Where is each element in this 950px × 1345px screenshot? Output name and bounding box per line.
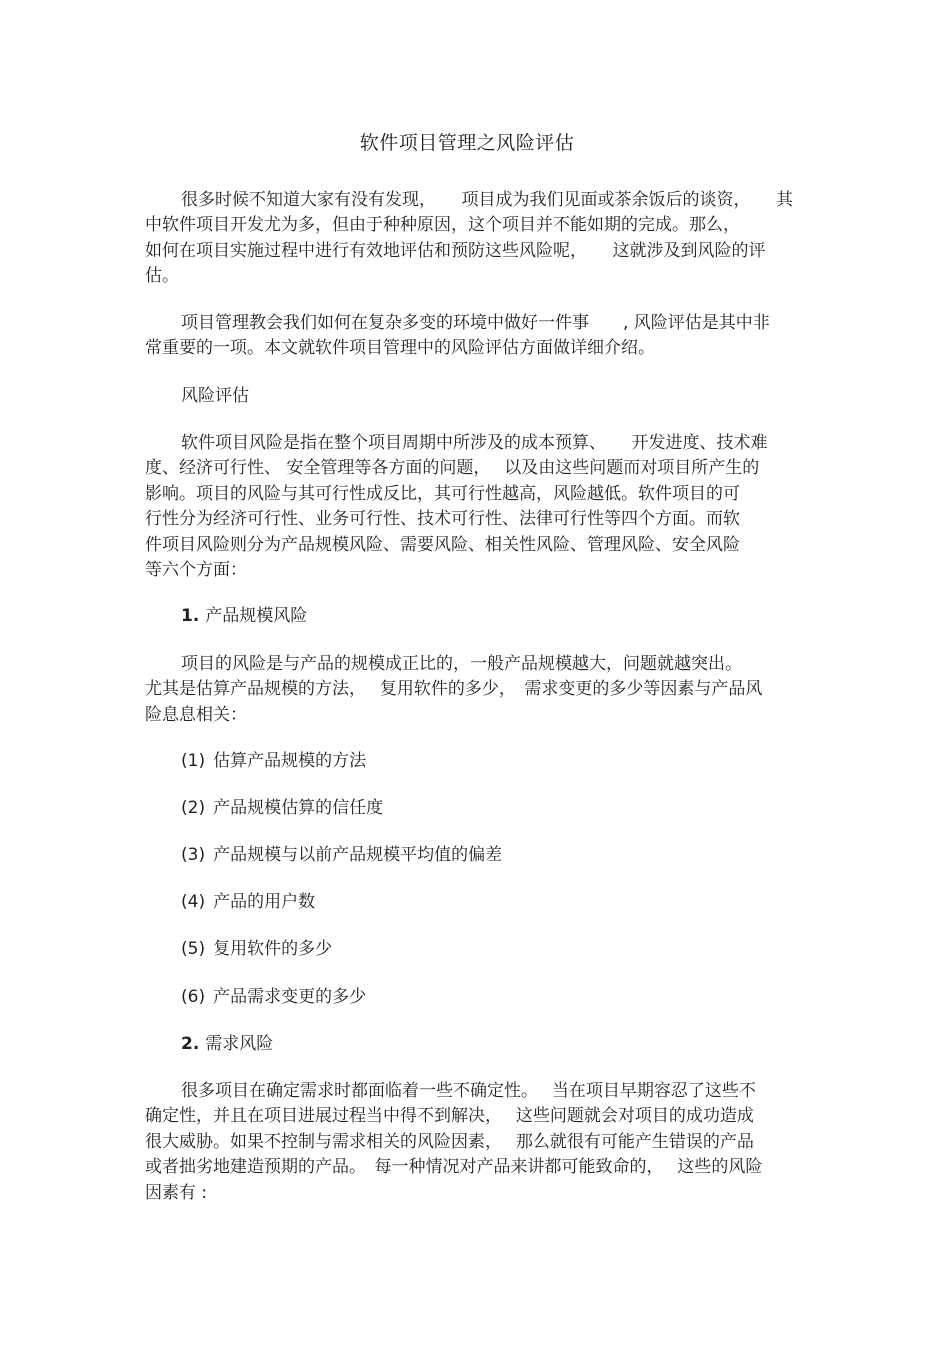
list-item <box>181 890 315 915</box>
text-line: 如何在项目实施过程中进行有效地评估和预防这些风险呢， 这就涉及到风险的评 <box>145 240 766 261</box>
heading-product-scale-risk <box>181 604 307 629</box>
text-line: 险息息相关： <box>145 704 247 725</box>
paragraph-requirement <box>145 1079 805 1206</box>
list-item-text: 复用软件的多少 <box>213 939 333 959</box>
text-line: 很大威胁。如果不控制与需求相关的风险因素， 那么就很有可能产生错误的产品 <box>145 1131 754 1152</box>
section-label-risk-assessment: 风险评估 <box>181 386 249 406</box>
list-item-index: (3) <box>181 845 206 865</box>
list-item <box>181 985 366 1010</box>
heading-requirement-risk <box>181 1032 273 1057</box>
text-line: 项目的风险是与产品的规模成正比的，一般产品规模越大，问题就越突出。 <box>181 654 742 674</box>
list-item-text: 产品规模估算的信任度 <box>213 798 384 818</box>
heading-number: 1. <box>181 606 200 626</box>
list-item-text: 估算产品规模的方法 <box>213 751 367 771</box>
text-line: 影响。项目的风险与其可行性成反比，其可行性越高，风险越低。软件项目的可 <box>145 483 740 504</box>
text-line: 行性分为经济可行性、业务可行性、技术可行性、法律可行性等四个方面。而软 <box>145 509 740 530</box>
document-title: 软件项目管理之风险评估 <box>359 132 575 154</box>
text-line: 等六个方面： <box>145 560 247 581</box>
heading-text: 产品规模风险 <box>205 606 308 626</box>
list-item-text: 产品的用户数 <box>213 892 316 912</box>
list-item <box>181 749 366 774</box>
text-line: 中软件项目开发尤为多，但由于种种原因，这个项目并不能如期的完成。那么， <box>145 215 740 236</box>
text-line: 件项目风险则分为产品规模风险、需要风险、相关性风险、管理风险、安全风险 <box>145 534 740 555</box>
text-line: 度、经济可行性、 安全管理等各方面的问题， 以及由这些问题而对项目所产生的 <box>145 458 760 479</box>
text-line: 因素有 : <box>145 1182 208 1203</box>
text-line: 尤其是估算产品规模的方法， 复用软件的多少， 需求变更的多少等因素与产品风 <box>145 679 763 700</box>
list-item-text: 产品需求变更的多少 <box>213 987 367 1007</box>
paragraph-risk-definition <box>145 431 805 583</box>
paragraph-intro <box>145 188 805 290</box>
text-line: 或者拙劣地建造预期的产品。 每一种情况对产品来讲都可能致命的， 这些的风险 <box>145 1157 763 1178</box>
paragraph-product-scale <box>145 652 805 728</box>
text-line: 软件项目风险是指在整个项目周期中所涉及的成本预算、 开发进度、技术难 <box>181 433 768 453</box>
heading-text: 需求风险 <box>205 1034 274 1054</box>
list-item-index: (6) <box>181 987 206 1007</box>
list-item <box>181 796 383 821</box>
text-line: 很多时候不知道大家有没有发现， 项目成为我们见面或茶余饭后的谈资， 其 <box>181 190 793 210</box>
paragraph-project-management <box>145 311 805 362</box>
text-line: 常重要的一项。本文就软件项目管理中的风险评估方面做详细介绍。 <box>145 338 655 359</box>
heading-number: 2. <box>181 1034 200 1054</box>
list-item-index: (2) <box>181 798 206 818</box>
text-line: 估。 <box>145 266 179 287</box>
list-item-text: 产品规模与以前产品规模平均值的偏差 <box>213 845 503 865</box>
list-item-index: (5) <box>181 939 206 959</box>
list-item <box>181 843 502 868</box>
list-item-index: (1) <box>181 751 206 771</box>
text-line: 确定性，并且在项目进展过程当中得不到解决， 这些问题就会对项目的成功造成 <box>145 1106 754 1127</box>
text-line: 很多项目在确定需求时都面临着一些不确定性。 当在项目早期容忍了这些不 <box>181 1081 756 1101</box>
list-item-index: (4) <box>181 892 206 912</box>
text-line: 项目管理教会我们如何在复杂多变的环境中做好一件事 , 风险评估是其中非 <box>181 313 770 333</box>
list-item <box>181 937 332 962</box>
